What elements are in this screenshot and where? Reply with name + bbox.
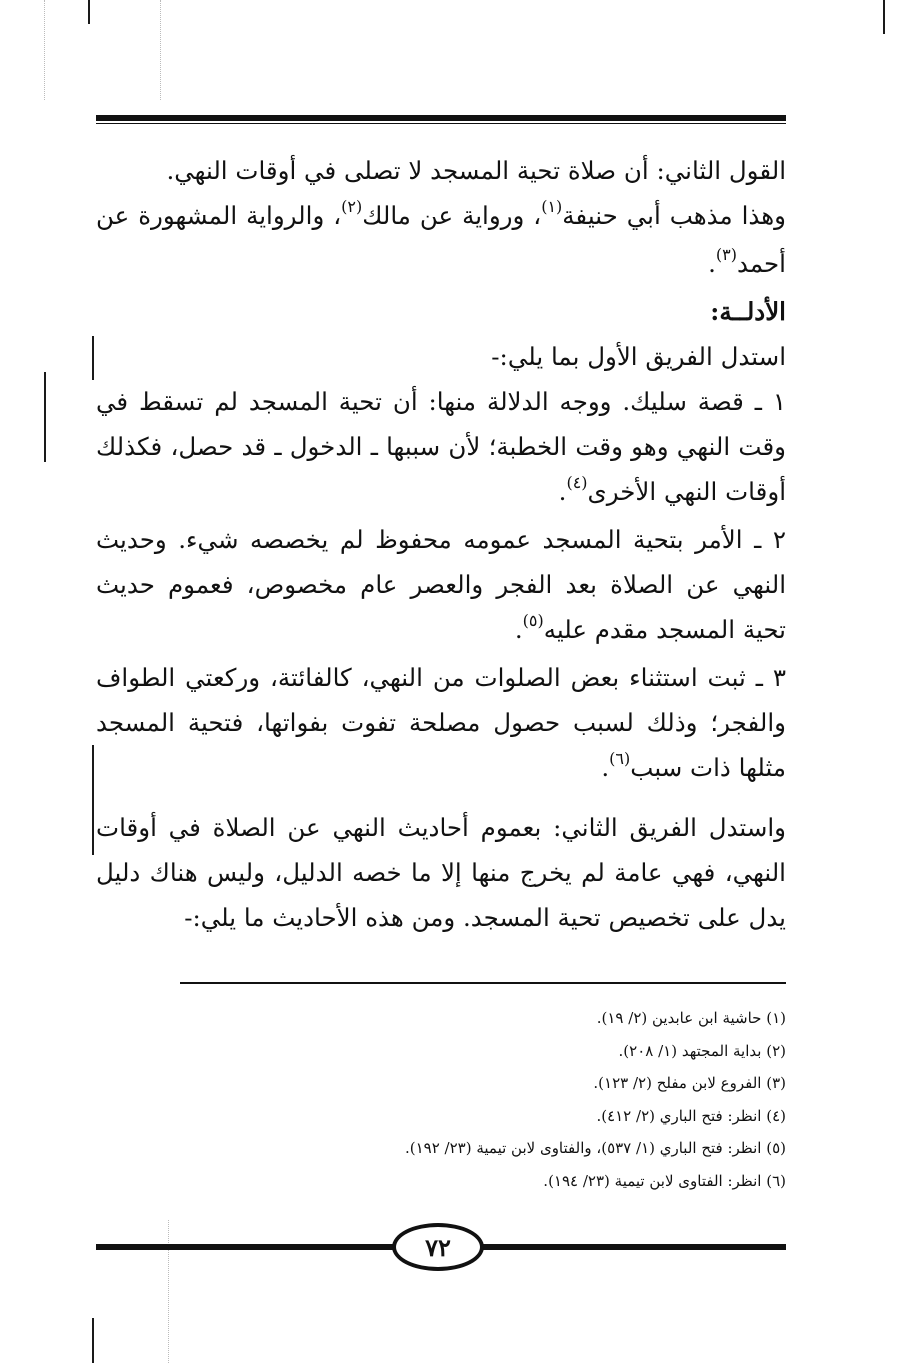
footnote-ref: (٥) (522, 611, 544, 630)
scan-edge-line (92, 745, 94, 855)
footnote-ref: (٣) (715, 245, 738, 264)
scan-edge-line (44, 372, 46, 462)
evidence-heading: الأدلــة: (710, 297, 786, 326)
footnote-separator (180, 982, 786, 984)
footer-rule-left (96, 1244, 396, 1250)
main-text (96, 148, 786, 940)
scan-edge-line (92, 1318, 94, 1363)
footnote-ref: (٤) (566, 473, 588, 492)
scan-edge-line (92, 336, 94, 380)
footnote-ref: (١) (541, 197, 563, 216)
scan-faint-line (44, 0, 46, 100)
first-group-intro: استدل الفريق الأول بما يلي:- (491, 342, 786, 371)
footnote: (٦) انظر: الفتاوى لابن تيمية (٢٣/ ١٩٤). (543, 1171, 786, 1190)
footnote-ref: (٢) (341, 197, 363, 216)
second-group-paragraph: واستدل الفريق الثاني: بعموم أحاديث النهي عن الصلاة في أوقات النهي، فهي عامة لم يخرج منها إلا ما خصه الدليل، وليس هناك دليل يدل على تخصيص تحية المسجد. ومن هذه الأحاديث ما يلي:- (96, 813, 786, 932)
scan-faint-line (160, 0, 162, 100)
footnote: (٣) الفروع لابن مفلح (٢/ ١٢٣). (593, 1074, 786, 1092)
footnote: (٤) انظر: فتح الباري (٢/ ٤١٢). (596, 1106, 786, 1125)
evidence-item-3: ٣ ـ ثبت استثناء بعض الصلوات من النهي، كالفائتة، وركعتي الطواف والفجر؛ وذلك لسبب حصول مصلحة تفوت بفواتها، فتحية المسجد مثلها ذات سبب$^{(٦)}$. (96, 663, 786, 782)
scan-edge-line (88, 0, 90, 24)
evidence-item-1: ١ ـ قصة سليك. ووجه الدلالة منها: أن تحية المسجد لم تسقط في وقت النهي وهو وقت الخطبة؛ لأن سببها ـ الدخول ـ قد حصل، فكذلك أوقات النهي الأخرى$^{(٤)}$. (96, 387, 786, 506)
footnote: (١) حاشية ابن عابدين (٢/ ١٩). (596, 1009, 786, 1027)
header-rule (96, 115, 786, 124)
footnotes (180, 1002, 786, 1197)
footer-rule-right (480, 1244, 786, 1250)
evidence-item-2: ٢ ـ الأمر بتحية المسجد عمومه محفوظ لم يخصصه شيء. وحديث النهي عن الصلاة بعد الفجر والعصر عام مخصوص، فعموم حديث تحية المسجد مقدم عليه$^{(٥)}$. (96, 525, 786, 644)
page-number: ٧٢ (392, 1223, 484, 1271)
footnote: (٥) انظر: فتح الباري (١/ ٥٣٧)، والفتاوى لابن تيمية (٢٣/ ١٩٢). (404, 1139, 786, 1157)
footnote: (٢) بداية المجتهد (١/ ٢٠٨). (618, 1041, 786, 1060)
second-opinion-paragraph: القول الثاني: أن صلاة تحية المسجد لا تصلى في أوقات النهي. وهذا مذهب أبي حنيفة$^{(١)}$، ورواية عن مالك$^{(٢)}$، والرواية المشهورة عن أحمد$^{(٣)}$. (96, 156, 787, 278)
scan-edge-line (883, 0, 885, 34)
scan-faint-line (168, 1220, 170, 1363)
footnote-ref: (٦) (609, 749, 631, 768)
